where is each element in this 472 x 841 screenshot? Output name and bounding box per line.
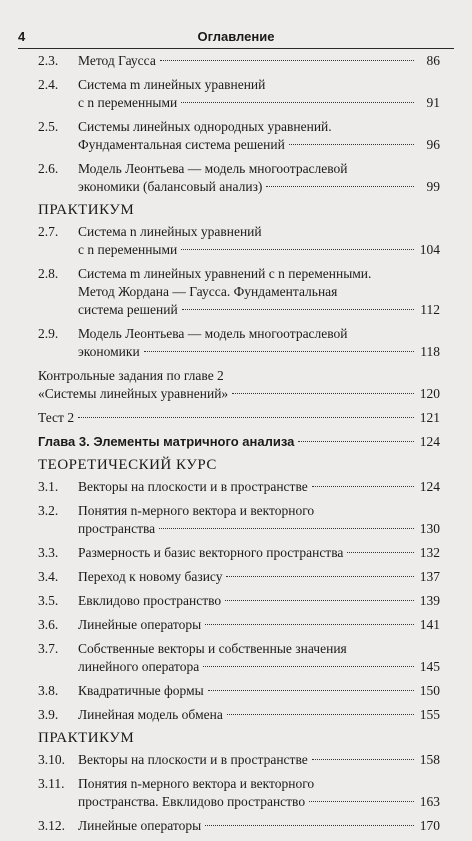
entry-title-line: Контрольные задания по главе 2 — [38, 368, 224, 383]
toc-entry[interactable] — [38, 706, 440, 724]
entry-title-line: Модель Леонтьева — модель многоотраслевой — [78, 326, 348, 341]
page-ref: 91 — [426, 95, 440, 110]
entry-title: Линейные операторы — [78, 617, 202, 632]
page-ref: 155 — [419, 707, 440, 722]
page-ref: 132 — [419, 545, 440, 560]
leader-dots — [227, 714, 414, 715]
page-number: 4 — [18, 29, 26, 44]
toc-entry[interactable] — [38, 409, 440, 427]
entry-title-line: Понятия n-мерного вектора и векторного — [78, 776, 315, 791]
toc-entry[interactable] — [38, 775, 440, 811]
page-ref: 158 — [419, 752, 440, 767]
entry-number: 2.5. — [38, 119, 59, 134]
entry-number: 3.10. — [38, 752, 65, 767]
toc-entry[interactable] — [38, 118, 440, 154]
toc-entry[interactable] — [38, 76, 440, 112]
toc-entry[interactable] — [38, 265, 440, 319]
toc-entry[interactable] — [38, 502, 440, 538]
entry-title: пространства — [78, 521, 156, 536]
toc-entry[interactable] — [38, 544, 440, 562]
toc-entry[interactable] — [38, 160, 440, 196]
entry-title: экономики — [78, 344, 140, 359]
entry-number: 3.11. — [38, 776, 65, 791]
entry-number: 2.8. — [38, 266, 59, 281]
page-ref: 104 — [419, 242, 440, 257]
entry-title: Переход к новому базису — [78, 569, 223, 584]
entry-title-line: Собственные векторы и собственные значения — [78, 641, 347, 656]
leader-dots — [347, 552, 414, 553]
page-ref: 150 — [419, 683, 440, 698]
toc-entry[interactable] — [38, 817, 440, 835]
page-ref: 141 — [419, 617, 440, 632]
leader-dots — [78, 417, 414, 418]
toc-entry[interactable] — [38, 616, 440, 634]
entry-title-line: Модель Леонтьева — модель многоотраслевой — [78, 161, 348, 176]
toc-entry[interactable] — [38, 751, 440, 769]
leader-dots — [225, 600, 414, 601]
toc-entry[interactable] — [38, 223, 440, 259]
entry-title: Векторы на плоскости и в пространстве — [78, 752, 308, 767]
entry-number: 2.3. — [38, 53, 59, 68]
toc-entry[interactable] — [38, 682, 440, 700]
page-ref: 124 — [419, 434, 440, 449]
chapter-title: Глава 3. Элементы матричного анализа — [38, 434, 295, 449]
entry-number: 3.4. — [38, 569, 59, 584]
table-of-contents — [38, 52, 440, 841]
leader-dots — [181, 249, 414, 250]
entry-number: 3.3. — [38, 545, 59, 560]
chapter-entry[interactable] — [38, 433, 440, 451]
leader-dots — [309, 801, 414, 802]
entry-number: 2.7. — [38, 224, 59, 239]
page-ref: 163 — [419, 794, 440, 809]
leader-dots — [205, 624, 414, 625]
section-heading: ПРАКТИКУМ — [38, 730, 135, 746]
page-ref: 121 — [419, 410, 440, 425]
leader-dots — [298, 441, 414, 442]
page-ref: 137 — [419, 569, 440, 584]
page-ref: 124 — [419, 479, 440, 494]
entry-title-line: Системы линейных однородных уравнений. — [78, 119, 332, 134]
entry-title: система решений — [78, 302, 178, 317]
leader-dots — [266, 186, 414, 187]
entry-title-line: Система n линейных уравнений — [78, 224, 262, 239]
entry-number: 3.6. — [38, 617, 59, 632]
toc-entry[interactable] — [38, 640, 440, 676]
toc-entry[interactable] — [38, 367, 440, 403]
entry-title: «Системы линейных уравнений» — [38, 386, 229, 401]
toc-entry[interactable] — [38, 568, 440, 586]
leader-dots — [203, 666, 414, 667]
entry-number: 3.1. — [38, 479, 59, 494]
leader-dots — [159, 528, 414, 529]
page-ref: 118 — [420, 344, 440, 359]
entry-title-line: Понятия n-мерного вектора и векторного — [78, 503, 315, 518]
header-title: Оглавление — [197, 29, 275, 44]
entry-title: Метод Гаусса — [78, 53, 156, 68]
entry-number: 3.12. — [38, 818, 65, 833]
entry-title: экономики (балансовый анализ) — [78, 179, 263, 194]
entry-title: линейного оператора — [78, 659, 200, 674]
entry-title: Линейная модель обмена — [78, 707, 223, 722]
running-header — [18, 24, 454, 49]
entry-title: Евклидово пространство — [78, 593, 222, 608]
section-heading: ПРАКТИКУМ — [38, 202, 135, 218]
entry-title: Фундаментальная система решений — [78, 137, 285, 152]
page-ref: 99 — [426, 179, 440, 194]
leader-dots — [205, 825, 414, 826]
entry-number: 3.7. — [38, 641, 59, 656]
leader-dots — [182, 309, 414, 310]
entry-number: 3.8. — [38, 683, 59, 698]
toc-entry[interactable] — [38, 592, 440, 610]
leader-dots — [226, 576, 414, 577]
leader-dots — [312, 486, 414, 487]
entry-number: 3.5. — [38, 593, 59, 608]
leader-dots — [208, 690, 414, 691]
entry-number: 2.4. — [38, 77, 59, 92]
entry-title: с n переменными — [78, 242, 178, 257]
entry-title-line: Система m линейных уравнений с n переменными. — [78, 266, 372, 281]
toc-entry[interactable] — [38, 325, 440, 361]
entry-title: с n переменными — [78, 95, 178, 110]
page-ref: 170 — [419, 818, 440, 833]
page-ref: 145 — [419, 659, 440, 674]
leader-dots — [289, 144, 414, 145]
page-ref: 120 — [419, 386, 440, 401]
toc-entry[interactable] — [38, 478, 440, 496]
entry-title: Квадратичные формы — [78, 683, 204, 698]
page-ref: 112 — [420, 302, 440, 317]
leader-dots — [160, 60, 414, 61]
entry-number: 3.2. — [38, 503, 59, 518]
entry-title: Размерность и базис векторного пространства — [78, 545, 344, 560]
entry-title-line: Система m линейных уравнений — [78, 77, 266, 92]
page-ref: 96 — [426, 137, 440, 152]
leader-dots — [144, 351, 414, 352]
leader-dots — [232, 393, 414, 394]
entry-number: 2.9. — [38, 326, 59, 341]
entry-number: 3.9. — [38, 707, 59, 722]
page-ref: 139 — [419, 593, 440, 608]
leader-dots — [312, 759, 414, 760]
entry-title: Линейные операторы — [78, 818, 202, 833]
entry-title-line: Метод Жордана — Гаусса. Фундаментальная — [78, 284, 338, 299]
entry-number: 2.6. — [38, 161, 59, 176]
entry-title: пространства. Евклидово пространство — [78, 794, 306, 809]
entry-title: Тест 2 — [38, 410, 75, 425]
page-ref: 130 — [419, 521, 440, 536]
toc-entry[interactable] — [38, 52, 440, 70]
leader-dots — [181, 102, 414, 103]
entry-title: Векторы на плоскости и в пространстве — [78, 479, 308, 494]
section-heading: ТЕОРЕТИЧЕСКИЙ КУРС — [38, 457, 217, 473]
page-ref: 86 — [426, 53, 440, 68]
